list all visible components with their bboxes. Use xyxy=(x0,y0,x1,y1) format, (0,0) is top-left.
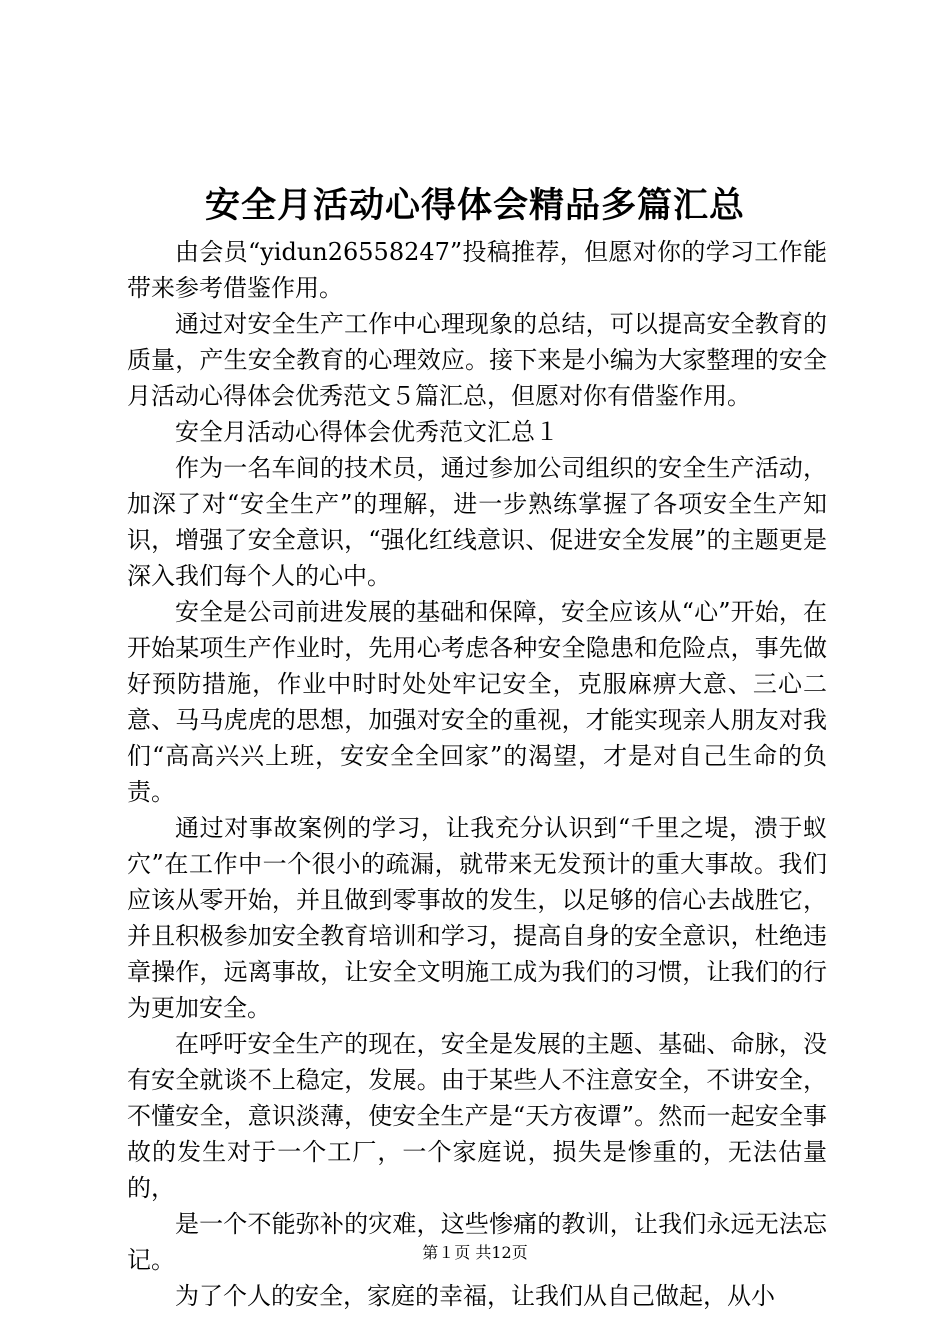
paragraph-summary: 通过对安全生产工作中心理现象的总结，可以提高安全教育的质量，产生安全教育的心理效应。接下来是小编为大家整理的安全月活动心得体会优秀范文５篇汇总，但愿对你有借鉴作用。 xyxy=(127,310,827,410)
paragraph: 作为一名车间的技术员，通过参加公司组织的安全生产活动，加深了对“安全生产”的理解，进一步熟练掌握了各项安全生产知识，增强了安全意识，“强化红线意识、促进安全发展”的主题更是深入我们每个人的心中。 xyxy=(127,454,827,590)
paragraph: 在呼吁安全生产的现在，安全是发展的主题、基础、命脉，没有安全就谈不上稳定，发展。由于某些人不注意安全，不讲安全，不懂安全，意识淡薄，使安全生产是“天方夜谭”。然而一起安全事故的发生对于一个工厂，一个家庭说，损失是惨重的，无法估量的， xyxy=(127,1030,827,1202)
paragraph-intro: 由会员“yidun26558247”投稿推荐，但愿对你的学习工作能带来参考借鉴作用。 xyxy=(127,238,827,302)
section-heading: 安全月活动心得体会优秀范文汇总１ xyxy=(175,418,559,446)
document-body xyxy=(127,234,827,1314)
paragraph: 安全是公司前进发展的基础和保障，安全应该从“心”开始，在开始某项生产作业时，先用心考虑各种安全隐患和危险点，事先做好预防措施，作业中时时处处牢记安全，克服麻痹大意、三心二意、马马虎虎的思想，加强对安全的重视，才能实现亲人朋友对我们“高高兴兴上班，安安全全回家”的渴望，才是对自己生命的负责。 xyxy=(127,598,827,806)
paragraph: 为了个人的安全，家庭的幸福，让我们从自己做起，从小 xyxy=(175,1282,775,1310)
paragraph: 通过对事故案例的学习，让我充分认识到“千里之堤，溃于蚁穴”在工作中一个很小的疏漏，就带来无发预计的重大事故。我们应该从零开始，并且做到零事故的发生，以足够的信心去战胜它，并且积极参加安全教育培训和学习，提高自身的安全意识，杜绝违章操作，远离事故，让安全文明施工成为我们的习惯，让我们的行为更加安全。 xyxy=(127,814,827,1022)
paragraph: 是一个不能弥补的灾难，这些惨痛的教训，让我们永远无法忘记。 xyxy=(127,1210,827,1274)
document-title: 安全月活动心得体会精品多篇汇总 xyxy=(204,185,745,226)
page-number-footer: 第１页 共12页 xyxy=(422,1243,528,1262)
